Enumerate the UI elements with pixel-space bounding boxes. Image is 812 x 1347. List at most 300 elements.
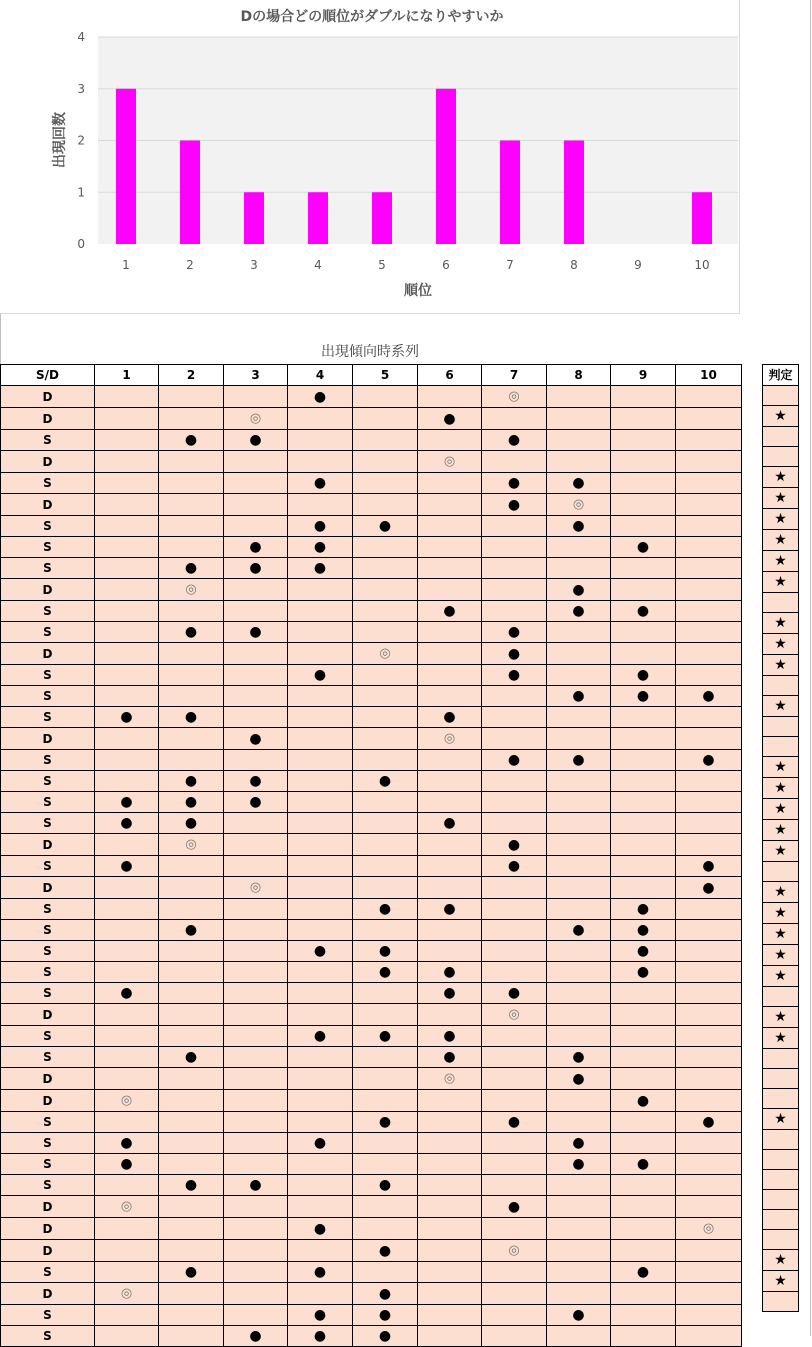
bar-chart (0, 0, 740, 314)
dot-mark: ● (120, 858, 133, 874)
rank-cell (547, 665, 611, 686)
rank-cell (418, 1326, 482, 1347)
sd-cell: D (1, 877, 95, 899)
dot-mark: ● (636, 943, 650, 959)
rank-cell (418, 386, 482, 408)
rank-cell (353, 1112, 418, 1133)
rank-cell (611, 1112, 676, 1133)
star-mark: ★ (774, 574, 787, 590)
rank-cell (611, 622, 676, 643)
star-mark: ★ (774, 1273, 787, 1289)
judge-cell (763, 488, 799, 509)
rank-cell (611, 537, 676, 558)
rank-cell (547, 792, 611, 813)
rank-cell (611, 1175, 676, 1196)
rank-cell (353, 1133, 418, 1154)
x-tick-label: 6 (442, 258, 450, 272)
star-mark: ★ (774, 884, 787, 900)
rank-cell (224, 1240, 288, 1262)
star-mark: ★ (774, 469, 787, 485)
rank-cell (482, 1305, 547, 1326)
rank-cell (418, 899, 482, 920)
double-mark: ◎ (443, 454, 456, 469)
sd-cell: D (1, 834, 95, 856)
dot-mark: ● (184, 922, 198, 938)
rank-cell (676, 451, 742, 473)
dot-mark: ● (636, 1092, 650, 1109)
dot-mark: ● (378, 943, 392, 959)
rank-cell (482, 558, 547, 579)
rank-cell (224, 473, 288, 494)
rank-cell (418, 920, 482, 941)
sd-cell: S (1, 516, 95, 537)
dot-mark: ● (313, 1135, 327, 1151)
dot-mark: ● (636, 539, 650, 555)
rank-cell (547, 877, 611, 899)
table-row (1, 1047, 742, 1068)
rank-cell (418, 516, 482, 537)
rank-cell (95, 579, 159, 601)
rank-cell (611, 792, 676, 813)
rank-cell (288, 792, 353, 813)
dot-mark: ● (184, 794, 198, 810)
dot-mark: ● (378, 901, 392, 917)
dot-mark: ● (184, 432, 198, 448)
rank-cell (288, 1068, 353, 1090)
rank-cell (418, 408, 482, 430)
rank-cell (547, 1112, 611, 1133)
rank-cell (482, 1133, 547, 1154)
table-title: 出現傾向時系列 (321, 344, 419, 360)
rank-cell (418, 1133, 482, 1154)
rank-cell (224, 920, 288, 941)
rank-cell (482, 408, 547, 430)
rank-cell (95, 1090, 159, 1112)
dot-mark: ● (572, 688, 585, 704)
rank-cell (353, 1047, 418, 1068)
dot-mark: ● (249, 1177, 262, 1193)
judge-cell (763, 467, 799, 488)
table-row (1, 622, 742, 643)
rank-cell (353, 983, 418, 1004)
rank-cell (159, 665, 224, 686)
table-row (1, 1326, 742, 1347)
right-border-line (810, 0, 811, 1336)
rank-cell (95, 601, 159, 622)
dot-mark: ● (636, 667, 650, 683)
rank-cell (353, 451, 418, 473)
dot-mark: ● (636, 1264, 650, 1280)
sd-cell: D (1, 728, 95, 750)
rank-cell (159, 750, 224, 771)
rank-cell (676, 983, 742, 1004)
sd-cell: S (1, 537, 95, 558)
dot-mark: ● (378, 964, 392, 980)
rank-cell (482, 856, 547, 877)
rank-cell (547, 1004, 611, 1026)
rank-cell (611, 1196, 676, 1218)
rank-cell (482, 601, 547, 622)
rank-cell (353, 386, 418, 408)
judge-cell (763, 696, 799, 717)
rank-cell (224, 813, 288, 834)
sd-cell: S (1, 601, 95, 622)
rank-cell (482, 1047, 547, 1068)
rank-cell (95, 877, 159, 899)
rank-cell (288, 1305, 353, 1326)
rank-cell (611, 579, 676, 601)
rank-cell (611, 516, 676, 537)
y-tick-label: 4 (77, 30, 85, 44)
rank-cell (353, 962, 418, 983)
rank-cell (482, 622, 547, 643)
rank-cell (159, 622, 224, 643)
rank-cell (547, 537, 611, 558)
bar-3 (244, 192, 264, 244)
dot-mark: ● (313, 1307, 327, 1323)
rank-cell (353, 579, 418, 601)
rank-cell (353, 516, 418, 537)
rank-cell (288, 834, 353, 856)
rank-cell (288, 1326, 353, 1347)
rank-cell (288, 1047, 353, 1068)
rank-cell (611, 386, 676, 408)
dot-mark: ● (313, 1220, 327, 1237)
table-row (1, 1283, 742, 1305)
rank-cell (288, 941, 353, 962)
rank-cell (482, 430, 547, 451)
rank-cell (353, 1068, 418, 1090)
rank-cell (482, 920, 547, 941)
sd-cell: S (1, 1133, 95, 1154)
rank-cell (353, 430, 418, 451)
rank-cell (224, 771, 288, 792)
rank-cell (288, 750, 353, 771)
rank-cell (418, 1262, 482, 1283)
rank-cell (547, 516, 611, 537)
rank-cell (482, 983, 547, 1004)
column-header: 3 (224, 365, 288, 386)
rank-cell (611, 1154, 676, 1175)
rank-cell (547, 1068, 611, 1090)
rank-cell (159, 962, 224, 983)
rank-cell (159, 941, 224, 962)
rank-cell (224, 1047, 288, 1068)
x-tick-label: 10 (694, 258, 710, 272)
rank-cell (547, 579, 611, 601)
y-tick-label: 3 (77, 81, 85, 96)
rank-cell (611, 1326, 676, 1347)
double-mark: ◎ (120, 1093, 133, 1108)
column-header: 5 (353, 365, 418, 386)
rank-cell (482, 1026, 547, 1047)
star-mark: ★ (774, 1009, 787, 1025)
rank-cell (159, 856, 224, 877)
star-mark: ★ (774, 490, 787, 506)
dot-mark: ● (572, 1307, 585, 1323)
bar-4 (308, 192, 328, 244)
judge-cell (763, 551, 799, 572)
sd-cell: D (1, 1068, 95, 1090)
rank-cell (288, 728, 353, 750)
rank-cell (676, 1262, 742, 1283)
rank-cell (482, 579, 547, 601)
rank-cell (159, 1026, 224, 1047)
judge-cell (763, 593, 799, 613)
rank-cell (676, 1305, 742, 1326)
rank-cell (676, 1026, 742, 1047)
rank-cell (159, 1154, 224, 1175)
judge-cell (763, 1089, 799, 1109)
rank-cell (482, 750, 547, 771)
rank-cell (547, 430, 611, 451)
double-mark: ◎ (249, 411, 262, 426)
table-row (1, 558, 742, 579)
dot-mark: ● (443, 815, 456, 831)
dot-mark: ● (443, 901, 456, 917)
rank-cell (418, 813, 482, 834)
star-mark: ★ (774, 1111, 787, 1127)
judge-cell (763, 1210, 799, 1230)
rank-cell (288, 771, 353, 792)
rank-cell (159, 877, 224, 899)
rank-cell (547, 1133, 611, 1154)
trend-table (0, 364, 742, 1347)
dot-mark: ● (443, 985, 456, 1001)
sd-cell: S (1, 856, 95, 877)
table-row (1, 579, 742, 601)
rank-cell (353, 665, 418, 686)
dot-mark: ● (249, 1328, 262, 1344)
bar-1 (116, 89, 136, 244)
rank-cell (95, 1305, 159, 1326)
dot-mark: ● (702, 858, 715, 874)
star-mark: ★ (774, 1252, 787, 1268)
star-mark: ★ (774, 408, 787, 424)
rank-cell (159, 1068, 224, 1090)
rank-cell (95, 1133, 159, 1154)
rank-cell (547, 750, 611, 771)
x-tick-label: 2 (186, 258, 194, 272)
double-mark: ◎ (185, 582, 197, 597)
rank-cell (95, 1068, 159, 1090)
rank-cell (611, 1047, 676, 1068)
table-row (1, 686, 742, 707)
table-row (1, 451, 742, 473)
rank-cell (547, 1283, 611, 1305)
table-row (1, 792, 742, 813)
rank-cell (482, 386, 547, 408)
sd-cell: S (1, 1154, 95, 1175)
rank-cell (611, 558, 676, 579)
rank-cell (482, 771, 547, 792)
rank-cell (676, 1004, 742, 1026)
judge-cell (763, 509, 799, 530)
table-row (1, 1196, 742, 1218)
dot-mark: ● (636, 901, 650, 917)
dot-mark: ● (313, 943, 327, 959)
dot-mark: ● (572, 922, 585, 938)
rank-cell (353, 1326, 418, 1347)
rank-cell (482, 1090, 547, 1112)
rank-cell (482, 1240, 547, 1262)
double-mark: ◎ (702, 1221, 715, 1236)
judge-cell (763, 655, 799, 676)
rank-cell (547, 558, 611, 579)
rank-cell (611, 1026, 676, 1047)
dot-mark: ● (184, 1264, 198, 1280)
table-row (1, 707, 742, 728)
rank-cell (159, 707, 224, 728)
rank-cell (676, 813, 742, 834)
rank-cell (159, 920, 224, 941)
rank-cell (224, 1196, 288, 1218)
rank-cell (676, 494, 742, 516)
dot-mark: ● (313, 1328, 327, 1344)
rank-cell (288, 1154, 353, 1175)
rank-cell (288, 1283, 353, 1305)
judge-cell (763, 1230, 799, 1250)
rank-cell (418, 643, 482, 665)
dot-mark: ● (313, 539, 327, 555)
rank-cell (547, 1026, 611, 1047)
table-row (1, 665, 742, 686)
rank-cell (224, 408, 288, 430)
sd-cell: S (1, 813, 95, 834)
double-mark: ◎ (249, 880, 262, 895)
rank-cell (547, 1326, 611, 1347)
table-row (1, 516, 742, 537)
rank-cell (611, 813, 676, 834)
rank-cell (547, 473, 611, 494)
rank-cell (418, 473, 482, 494)
dot-mark: ● (249, 624, 262, 640)
column-header: 2 (159, 365, 224, 386)
rank-cell (224, 665, 288, 686)
sd-cell: D (1, 451, 95, 473)
rank-cell (224, 558, 288, 579)
dot-mark: ● (702, 1114, 715, 1130)
table-row (1, 1262, 742, 1283)
sd-cell: S (1, 622, 95, 643)
rank-cell (418, 1026, 482, 1047)
rank-cell (224, 728, 288, 750)
rank-cell (224, 856, 288, 877)
rank-cell (547, 1154, 611, 1175)
sd-cell: S (1, 792, 95, 813)
rank-cell (288, 494, 353, 516)
rank-cell (353, 686, 418, 707)
sd-cell: D (1, 1218, 95, 1240)
dot-mark: ● (184, 560, 198, 576)
rank-cell (418, 1154, 482, 1175)
rank-cell (224, 1154, 288, 1175)
sd-cell: D (1, 579, 95, 601)
sd-cell: S (1, 430, 95, 451)
rank-cell (288, 537, 353, 558)
rank-cell (676, 962, 742, 983)
rank-cell (611, 1068, 676, 1090)
rank-cell (676, 579, 742, 601)
rank-cell (288, 451, 353, 473)
x-tick-label: 8 (570, 258, 578, 272)
rank-cell (482, 941, 547, 962)
dot-mark: ● (378, 518, 392, 534)
table-row (1, 1004, 742, 1026)
rank-cell (353, 813, 418, 834)
rank-cell (224, 962, 288, 983)
judge-cell (763, 966, 799, 987)
double-mark: ◎ (120, 1286, 133, 1301)
rank-cell (611, 1262, 676, 1283)
rank-cell (547, 1305, 611, 1326)
dot-mark: ● (313, 1028, 327, 1044)
rank-cell (224, 899, 288, 920)
rank-cell (676, 1218, 742, 1240)
rank-cell (288, 1112, 353, 1133)
dot-mark: ● (184, 624, 198, 640)
rank-cell (676, 1283, 742, 1305)
sd-cell: S (1, 1047, 95, 1068)
rank-cell (418, 941, 482, 962)
sd-cell: S (1, 558, 95, 579)
rank-cell (95, 1004, 159, 1026)
dot-mark: ● (636, 922, 650, 938)
dot-mark: ● (313, 475, 327, 491)
rank-cell (288, 1196, 353, 1218)
dot-mark: ● (443, 1028, 456, 1044)
rank-cell (353, 1026, 418, 1047)
sd-cell: S (1, 1112, 95, 1133)
rank-cell (676, 386, 742, 408)
rank-cell (95, 834, 159, 856)
rank-cell (159, 386, 224, 408)
rank-cell (288, 1175, 353, 1196)
rank-cell (547, 983, 611, 1004)
rank-cell (224, 686, 288, 707)
rank-cell (676, 1175, 742, 1196)
dot-mark: ● (507, 1198, 521, 1215)
dot-mark: ● (378, 1242, 392, 1259)
sd-cell: S (1, 920, 95, 941)
judge-cell (763, 634, 799, 655)
rank-cell (482, 792, 547, 813)
dot-mark: ● (378, 1028, 392, 1044)
rank-cell (547, 622, 611, 643)
star-mark: ★ (774, 843, 787, 859)
dot-mark: ● (507, 752, 521, 768)
rank-cell (288, 707, 353, 728)
dot-mark: ● (507, 496, 521, 513)
rank-cell (95, 750, 159, 771)
rank-cell (288, 1004, 353, 1026)
sd-cell: D (1, 1090, 95, 1112)
rank-cell (353, 1240, 418, 1262)
double-mark: ◎ (508, 1007, 520, 1022)
table-row (1, 601, 742, 622)
dot-mark: ● (313, 667, 327, 683)
rank-cell (611, 877, 676, 899)
table-row (1, 494, 742, 516)
judge-cell (763, 1049, 799, 1069)
rank-cell (676, 1196, 742, 1218)
rank-cell (676, 601, 742, 622)
rank-cell (547, 1262, 611, 1283)
dot-mark: ● (507, 475, 521, 491)
rank-cell (418, 494, 482, 516)
rank-cell (95, 813, 159, 834)
rank-cell (95, 1196, 159, 1218)
